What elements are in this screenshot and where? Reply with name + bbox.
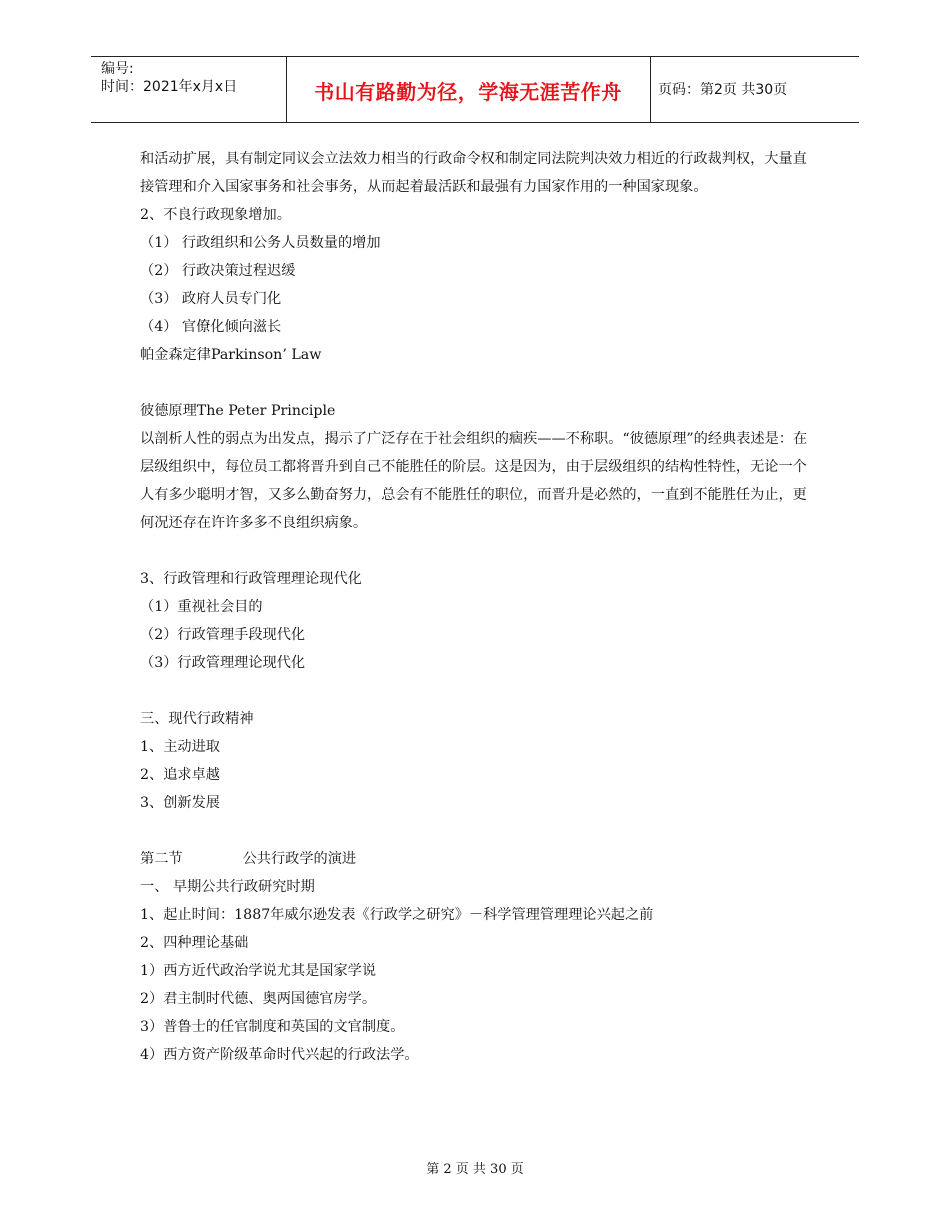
header-time-label: 时间：2021年x月x日 [101, 79, 238, 95]
list-item: （4） 官僚化倾向滋长 [140, 319, 282, 335]
header-page-label: 页码：第2页 共30页 [658, 82, 788, 98]
parkinson-law: 帕金森定律Parkinson’ Law [140, 347, 322, 363]
chapter-title: 公共行政学的演进 [242, 851, 357, 867]
list-item: 1、主动进取 [140, 739, 220, 755]
spacer [140, 677, 820, 705]
spacer [140, 537, 820, 565]
spacer [140, 369, 820, 397]
list-item: 2）君主制时代德、奥两国德官房学。 [140, 991, 377, 1007]
heading-item-2: 2、不良行政现象增加。 [140, 207, 291, 223]
subsection-heading: 一、 早期公共行政研究时期 [140, 879, 315, 895]
list-item: （2） 行政决策过程迟缓 [140, 263, 296, 279]
list-item: （1） 行政组织和公务人员数量的增加 [140, 235, 381, 251]
list-item: 3）普鲁士的任官制度和英国的文官制度。 [140, 1019, 405, 1035]
list-item: （3）行政管理理论现代化 [140, 655, 306, 671]
paragraph-continuation: 和活动扩展，具有制定同议会立法效力相当的行政命令权和制定同法院判决效力相近的行政裁判权，大量直接管理和介入国家事务和社会事务，从而起着最活跃和最强有力国家作用的一种国家现象。 [140, 151, 807, 195]
chapter-heading [140, 845, 820, 873]
header-divider-right [650, 56, 651, 122]
header-top-rule [91, 56, 859, 57]
header-divider-left [286, 56, 287, 122]
header-number-label: 编号: [101, 61, 134, 77]
page-footer: 第 2 页 共 30 页 [426, 1162, 524, 1177]
list-item: 3、创新发展 [140, 795, 220, 811]
list-item: 2、四种理论基础 [140, 935, 249, 951]
peter-principle-title: 彼德原理The Peter Principle [140, 403, 336, 419]
section-heading: 三、现代行政精神 [140, 711, 254, 727]
document-body [140, 145, 820, 1069]
list-item: 1）西方近代政治学说尤其是国家学说 [140, 963, 377, 979]
spacer [140, 817, 820, 845]
list-item: 4）西方资产阶级革命时代兴起的行政法学。 [140, 1047, 419, 1063]
list-item: 2、追求卓越 [140, 767, 220, 783]
header-motto: 书山有路勤为径，学海无涯苦作舟 [314, 80, 622, 104]
list-item: 1、起止时间：1887年威尔逊发表《行政学之研究》－科学管理管理理论兴起之前 [140, 907, 654, 923]
list-item: （1）重视社会目的 [140, 599, 263, 615]
heading-item-3: 3、行政管理和行政管理理论现代化 [140, 571, 362, 587]
list-item: （2）行政管理手段现代化 [140, 627, 306, 643]
peter-principle-text: 以剖析人性的弱点为出发点，揭示了广泛存在于社会组织的痼疾——不称职。“彼德原理”的经典表述是：在层级组织中，每位员工都将晋升到自己不能胜任的阶层。这是因为，由于层级组织的结构性特性，无论一个人有多少聪明才智，又多么勤奋努力，总会有不能胜任的职位，而晋升是必然的，一直到不能胜任为止，更何况还存在许许多多不良组织病象。 [140, 431, 808, 531]
header-bottom-rule [91, 122, 859, 123]
chapter-number: 第二节 [140, 851, 183, 867]
list-item: （3） 政府人员专门化 [140, 291, 282, 307]
